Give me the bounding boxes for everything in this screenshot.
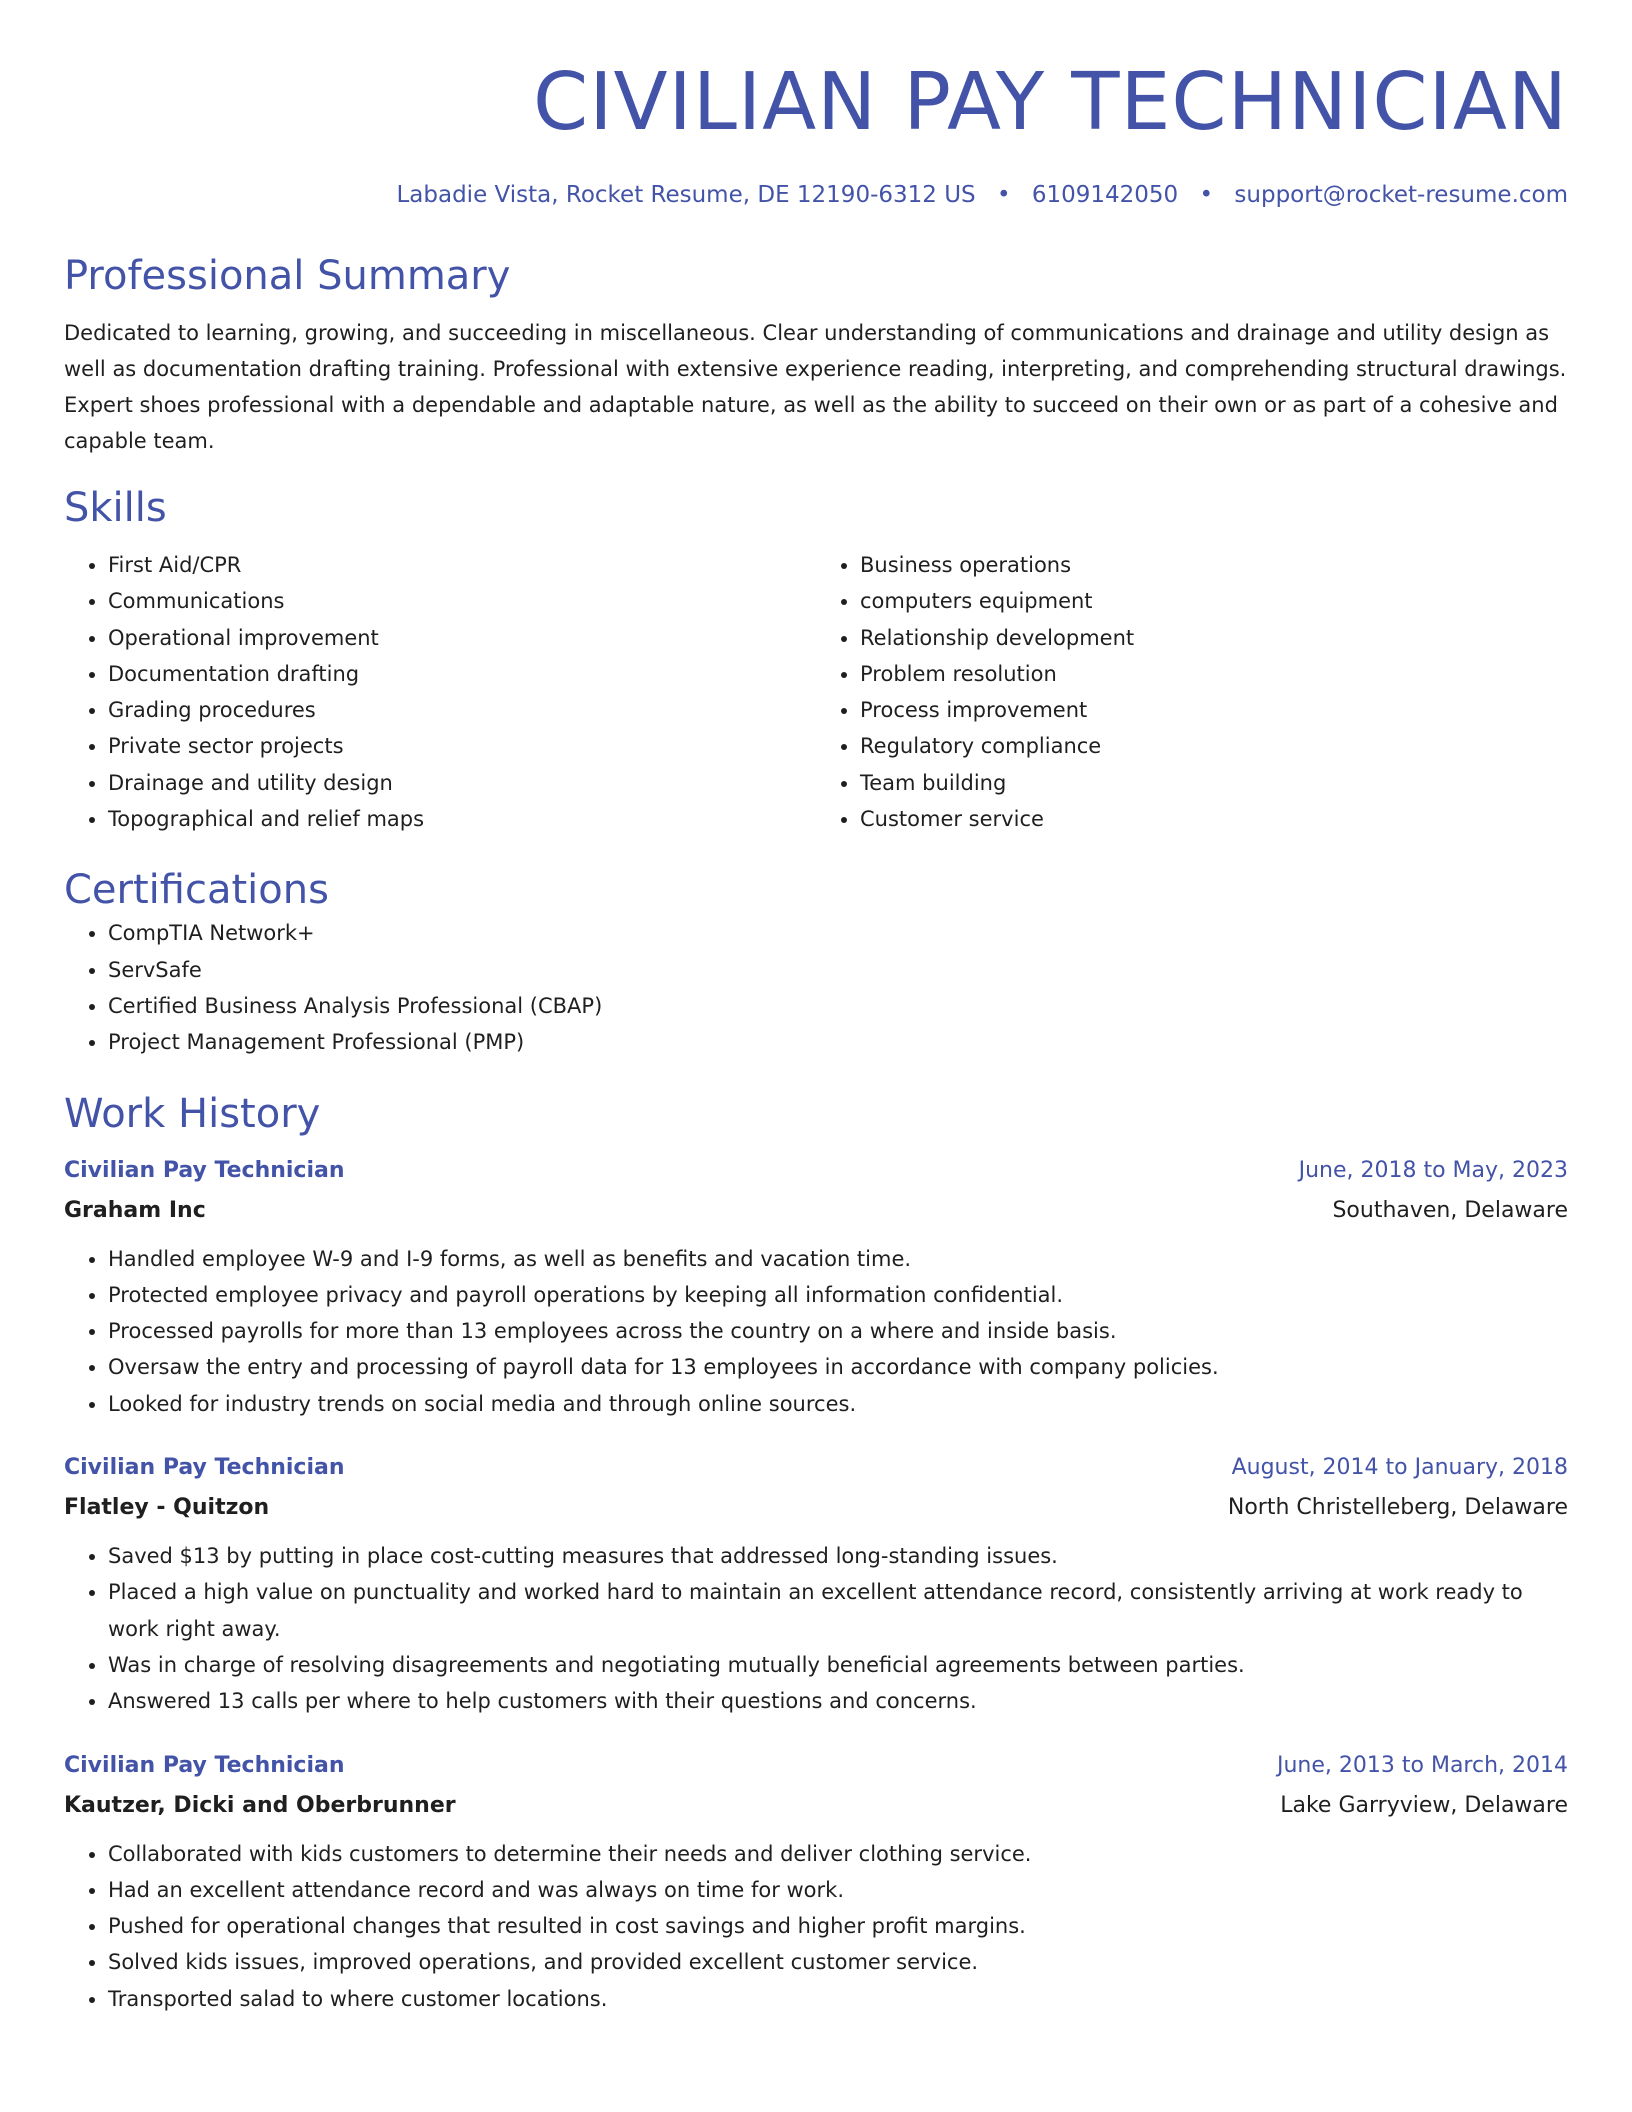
- job-company: Kautzer, Dicki and Oberbrunner: [64, 1792, 456, 1818]
- job-entry: [64, 1746, 1568, 2017]
- skill-item: • Process improvement: [860, 692, 1568, 728]
- certifications-heading: Certifications: [64, 867, 329, 914]
- skill-item: • Customer service: [860, 801, 1568, 837]
- skill-item: • Grading procedures: [108, 692, 816, 728]
- skill-item: • First Aid/CPR: [108, 547, 816, 583]
- job-company: Flatley - Quitzon: [64, 1495, 270, 1521]
- job-location: Southaven, Delaware: [1332, 1197, 1568, 1223]
- skill-item: • Operational improvement: [108, 620, 816, 656]
- skill-item: • Business operations: [860, 547, 1568, 583]
- job-bullet: • Protected employee privacy and payroll operations by keeping all information confidential.: [108, 1277, 1568, 1313]
- resume-page: [64, 0, 1568, 2017]
- job-bullet: • Collaborated with kids customers to determine their needs and deliver clothing service.: [108, 1836, 1568, 1872]
- job-bullet: • Looked for industry trends on social media and through online sources.: [108, 1386, 1568, 1422]
- job-bullets: [64, 1538, 1568, 1719]
- job-location: North Christelleberg, Delaware: [1227, 1495, 1568, 1521]
- job-subheader: [64, 1488, 1568, 1528]
- skills-heading: Skills: [64, 485, 167, 531]
- job-bullet: • Transported salad to where customer locations.: [108, 1981, 1568, 2017]
- contact-address: Labadie Vista, Rocket Resume, DE 12190-6312 US: [396, 182, 976, 208]
- job-dates: June, 2013 to March, 2014: [1277, 1752, 1568, 1778]
- job-entry: [64, 1151, 1568, 1422]
- skill-item: • Drainage and utility design: [108, 765, 816, 801]
- job-company: Graham Inc: [64, 1197, 206, 1223]
- skill-item: • Problem resolution: [860, 656, 1568, 692]
- job-bullet: • Answered 13 calls per where to help customers with their questions and concerns.: [108, 1683, 1568, 1719]
- job-bullets: [64, 1836, 1568, 2017]
- job-bullet: • Oversaw the entry and processing of payroll data for 13 employees in accordance with company policies.: [108, 1349, 1568, 1385]
- contact-line: [64, 179, 1568, 211]
- resume-title: CIVILIAN PAY TECHNICIAN: [533, 56, 1568, 148]
- job-dates: August, 2014 to January, 2018: [1231, 1455, 1568, 1481]
- certifications-list: [64, 915, 1568, 1060]
- job-dates: June, 2018 to May, 2023: [1298, 1157, 1568, 1183]
- work-history-heading: Work History: [64, 1090, 321, 1137]
- job-header: [64, 1448, 1568, 1488]
- job-role: Civilian Pay Technician: [64, 1752, 345, 1778]
- skill-item: • Topographical and relief maps: [108, 801, 816, 837]
- job-header: [64, 1151, 1568, 1191]
- job-bullet: • Solved kids issues, improved operations, and provided excellent customer service.: [108, 1944, 1568, 1980]
- certification-item: • CompTIA Network+: [108, 915, 1568, 951]
- job-bullet: • Placed a high value on punctuality and worked hard to maintain an excellent attendance record, consistently arriving at work ready to work right away.: [108, 1574, 1568, 1647]
- skill-item: • Private sector projects: [108, 728, 816, 764]
- job-header: [64, 1746, 1568, 1786]
- job-bullet: • Processed payrolls for more than 13 employees across the country on a where and inside basis.: [108, 1313, 1568, 1349]
- skills-list-right: [816, 547, 1568, 837]
- job-bullet: • Handled employee W-9 and I-9 forms, as well as benefits and vacation time.: [108, 1241, 1568, 1277]
- skill-item: • Documentation drafting: [108, 656, 816, 692]
- skill-item: • Communications: [108, 583, 816, 619]
- job-subheader: [64, 1786, 1568, 1826]
- summary-text: Dedicated to learning, growing, and succeeding in miscellaneous. Clear understanding of communications and drainage and utility design as well as documentation drafting training. Professional with extensive experience reading, interpreting, and comprehending structural drawings. Expert shoes professional with a dependable and adaptable nature, as well as the ability to succeed on their own or as part of a cohesive and capable team.: [64, 321, 1567, 453]
- skills-columns: [64, 547, 1568, 837]
- certification-item: • Certified Business Analysis Professional (CBAP): [108, 988, 1568, 1024]
- certification-item: • Project Management Professional (PMP): [108, 1024, 1568, 1060]
- job-location: Lake Garryview, Delaware: [1280, 1792, 1568, 1818]
- skills-list-left: [64, 547, 816, 837]
- job-entry: [64, 1448, 1568, 1719]
- job-bullets: [64, 1241, 1568, 1422]
- contact-phone: 6109142050: [1031, 182, 1179, 208]
- skill-item: • Regulatory compliance: [860, 728, 1568, 764]
- summary-heading: Professional Summary: [64, 253, 511, 299]
- job-subheader: [64, 1191, 1568, 1231]
- certification-item: • ServSafe: [108, 952, 1568, 988]
- job-bullet: • Had an excellent attendance record and was always on time for work.: [108, 1872, 1568, 1908]
- contact-email: support@rocket-resume.com: [1234, 182, 1568, 208]
- contact-separator: •: [996, 182, 1011, 208]
- job-bullet: • Pushed for operational changes that resulted in cost savings and higher profit margins.: [108, 1908, 1568, 1944]
- skill-item: • computers equipment: [860, 583, 1568, 619]
- skill-item: • Relationship development: [860, 620, 1568, 656]
- job-bullet: • Saved $13 by putting in place cost-cutting measures that addressed long-standing issues.: [108, 1538, 1568, 1574]
- job-bullet: • Was in charge of resolving disagreements and negotiating mutually beneficial agreements between parties.: [108, 1647, 1568, 1683]
- job-role: Civilian Pay Technician: [64, 1455, 345, 1481]
- contact-separator: •: [1199, 182, 1214, 208]
- skill-item: • Team building: [860, 765, 1568, 801]
- job-role: Civilian Pay Technician: [64, 1157, 345, 1183]
